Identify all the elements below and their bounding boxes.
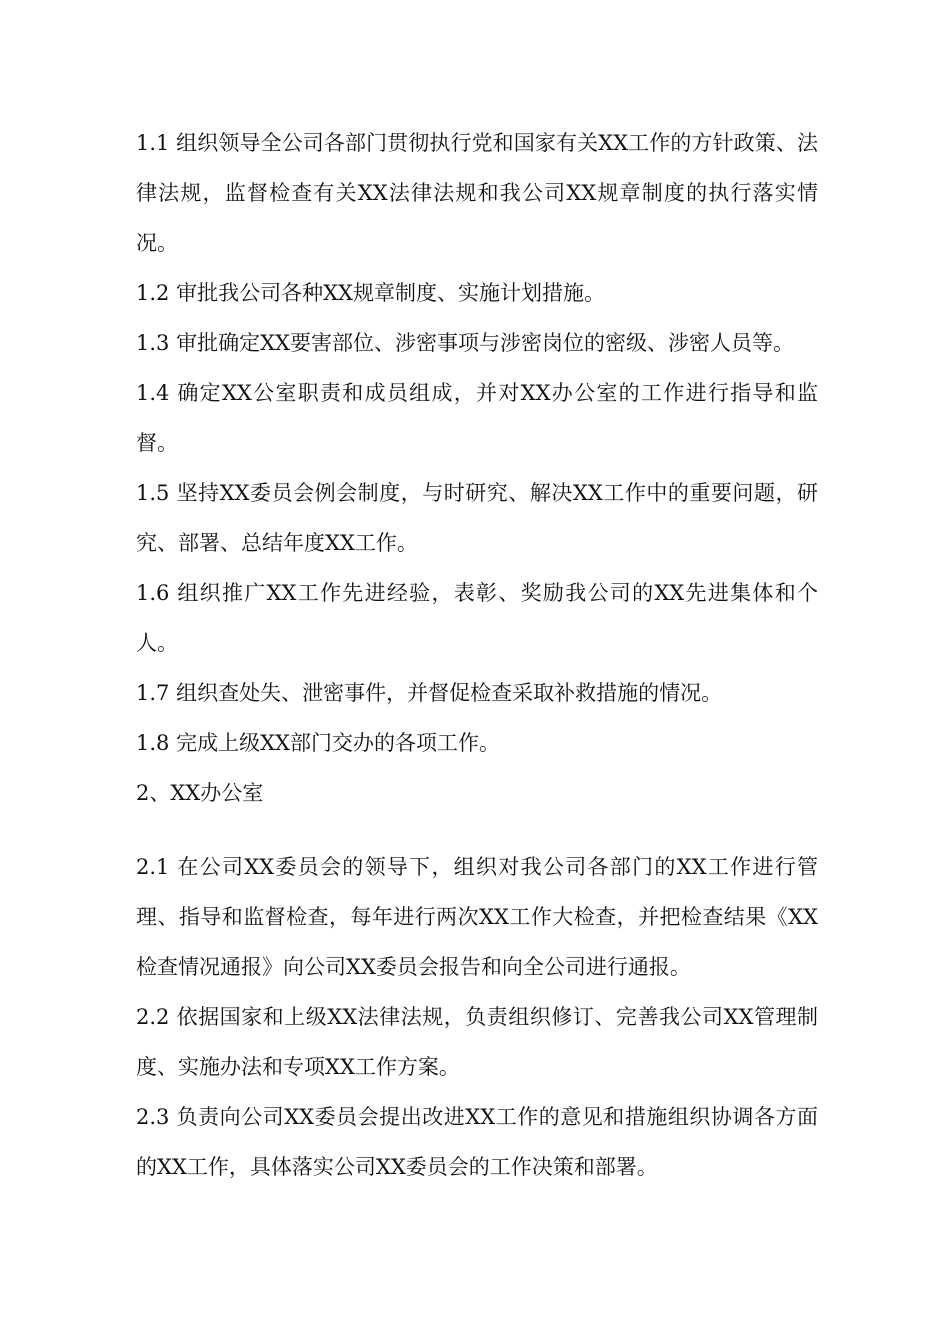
- paragraph-1-4: 1.4 确定XX公室职责和成员组成，并对XX办公室的工作进行指导和监督。: [136, 381, 818, 455]
- paragraph-1-1: 1.1 组织领导全公司各部门贯彻执行党和国家有关XX工作的方针政策、法律法规，监督检查有关XX法律法规和我公司XX规章制度的执行落实情况。: [136, 131, 818, 255]
- paragraph-2-2: 2.2 依据国家和上级XX法律法规，负责组织修订、完善我公司XX管理制度、实施办法和专项XX工作方案。: [136, 1005, 818, 1079]
- paragraph-1-7: 1.7 组织查处失、泄密事件，并督促检查采取补救措施的情况。: [136, 681, 723, 705]
- section-gap: [136, 818, 818, 842]
- paragraph-1-3: 1.3 审批确定XX要害部位、涉密事项与涉密岗位的密级、涉密人员等。: [136, 331, 794, 355]
- paragraph-1-5: 1.5 坚持XX委员会例会制度，与时研究、解决XX工作中的重要问题，研究、部署、总结年度XX工作。: [136, 481, 818, 555]
- paragraph-2-1: 2.1 在公司XX委员会的领导下，组织对我公司各部门的XX工作进行管理、指导和监督检查，每年进行两次XX工作大检查，并把检查结果《XX检查情况通报》向公司XX委员会报告和向全公司进行通报。: [136, 855, 818, 979]
- paragraph-1-6: 1.6 组织推广XX工作先进经验，表彰、奖励我公司的XX先进集体和个人。: [136, 581, 818, 655]
- document-body: [136, 118, 818, 1192]
- paragraph-2-3: 2.3 负责向公司XX委员会提出改进XX工作的意见和措施组织协调各方面的XX工作，具体落实公司XX委员会的工作决策和部署。: [136, 1105, 818, 1179]
- paragraph-1-8: 1.8 完成上级XX部门交办的各项工作。: [136, 731, 500, 755]
- paragraph-1-2: 1.2 审批我公司各种XX规章制度、实施计划措施。: [136, 281, 605, 305]
- section-2-heading: 2、XX办公室: [136, 781, 264, 805]
